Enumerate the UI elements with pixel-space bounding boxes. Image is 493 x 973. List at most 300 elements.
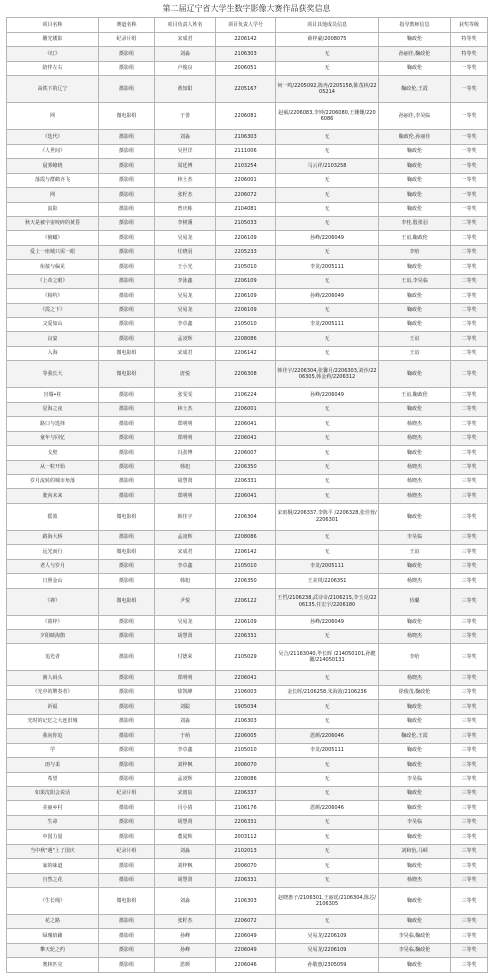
cell-advisor: 鞠政伦 <box>379 786 451 800</box>
cell-track: 摄影组 <box>99 446 155 460</box>
cell-leader-id: 2206007 <box>216 446 276 460</box>
table-row <box>7 644 488 671</box>
cell-leader-id: 2206331 <box>216 630 276 644</box>
cell-advisor: 侍璐 <box>379 588 451 615</box>
cell-leader-id: 2205233 <box>216 245 276 259</box>
cell-other-members: 马云祥/2103258 <box>276 159 379 173</box>
cell-other-members: 恩颜/2206046 <box>276 729 379 743</box>
cell-project-name: 衔接与偏见 <box>7 260 99 274</box>
cell-project-name: 花之路 <box>7 915 99 929</box>
cell-other-members: 金长晖/2106258,朱海波/2106236 <box>276 685 379 699</box>
table-row <box>7 700 488 714</box>
cell-advisor: 鞠政伦 <box>379 958 451 972</box>
cell-leader-name: 孙峰 <box>155 929 216 943</box>
table-row <box>7 402 488 416</box>
cell-leader-id: 2206046 <box>216 958 276 972</box>
cell-advisor: 杨晓杰 <box>379 460 451 474</box>
cell-award-level: 特等奖 <box>451 47 488 61</box>
cell-other-members: 无 <box>276 431 379 445</box>
cell-track: 摄影组 <box>99 685 155 699</box>
cell-award-level: 二等奖 <box>451 231 488 245</box>
cell-project-name: 入海 <box>7 346 99 360</box>
cell-other-members: 无 <box>276 61 379 75</box>
cell-award-level: 三等奖 <box>451 888 488 915</box>
cell-track: 微电影组 <box>99 346 155 360</box>
cell-other-members: 无 <box>276 402 379 416</box>
cell-project-name: 《迭代》 <box>7 130 99 144</box>
cell-leader-id: 1905034 <box>216 700 276 714</box>
table-row <box>7 545 488 559</box>
cell-leader-id: 2206142 <box>216 545 276 559</box>
cell-project-name: 《相约》 <box>7 289 99 303</box>
cell-leader-id: 2106303 <box>216 714 276 728</box>
cell-track: 纪录片组 <box>99 844 155 858</box>
cell-award-level: 三等奖 <box>451 545 488 559</box>
cell-advisor: 李昊临 <box>379 772 451 786</box>
cell-other-members: 无 <box>276 474 379 488</box>
cell-advisor: 鞠政伦 <box>379 402 451 416</box>
cell-advisor: 徐俊茂,鞠政伦 <box>379 685 451 699</box>
cell-project-name: 当中秋"遇"上了国庆 <box>7 844 99 858</box>
cell-award-level: 三等奖 <box>451 786 488 800</box>
cell-leader-id: 2206331 <box>216 873 276 887</box>
cell-track: 摄影组 <box>99 671 155 685</box>
cell-leader-id: 2003112 <box>216 830 276 844</box>
cell-track: 摄影组 <box>99 474 155 488</box>
cell-leader-id: 2206072 <box>216 188 276 202</box>
cell-award-level: 三等奖 <box>451 644 488 671</box>
cell-leader-id: 2206337 <box>216 786 276 800</box>
cell-other-members: 无 <box>276 460 379 474</box>
cell-award-level: 三等奖 <box>451 943 488 957</box>
cell-project-name: 从一粒开始 <box>7 460 99 474</box>
table-row <box>7 289 488 303</box>
cell-leader-name: 韩佳宇 <box>155 503 216 530</box>
cell-leader-name: 胡慧贤 <box>155 815 216 829</box>
cell-project-name: 《红》 <box>7 47 99 61</box>
cell-award-level: 三等奖 <box>451 873 488 887</box>
cell-leader-name: 孟凌辉 <box>155 530 216 544</box>
cell-track: 摄影组 <box>99 700 155 714</box>
cell-advisor: 鞠政伦 <box>379 303 451 317</box>
cell-leader-id: 2006070 <box>216 758 276 772</box>
cell-other-members: 无 <box>276 545 379 559</box>
document-title: 第二届辽宁省大学生数字影像大赛作品获奖信息 <box>162 4 331 13</box>
cell-award-level: 三等奖 <box>451 685 488 699</box>
cell-advisor: 鞠政伦,王霞 <box>379 729 451 743</box>
cell-award-level: 一等奖 <box>451 76 488 103</box>
cell-track: 摄影组 <box>99 758 155 772</box>
cell-other-members: 无 <box>276 830 379 844</box>
cell-leader-id: 2104081 <box>216 202 276 216</box>
cell-project-name: 渔人码头 <box>7 671 99 685</box>
cell-leader-name: 刘梓枫 <box>155 859 216 873</box>
cell-leader-id: 2106176 <box>216 801 276 815</box>
cell-project-name: 远光而行 <box>7 545 99 559</box>
cell-project-name: 等我长大 <box>7 361 99 388</box>
cell-leader-id: 2105010 <box>216 260 276 274</box>
header-leader-name: 项目负责人姓名 <box>155 18 216 33</box>
cell-project-name: 追光者 <box>7 644 99 671</box>
cell-award-level: 三等奖 <box>451 588 488 615</box>
cell-award-level: 三等奖 <box>451 915 488 929</box>
cell-project-name: 童年与回忆 <box>7 431 99 445</box>
cell-advisor: 鞠政伦 <box>379 615 451 629</box>
cell-project-name: 高铁下的辽宁 <box>7 76 99 103</box>
cell-track: 摄影组 <box>99 231 155 245</box>
table-row <box>7 943 488 957</box>
cell-leader-name: 李卓鑫 <box>155 318 216 332</box>
cell-project-name: 祈福 <box>7 700 99 714</box>
cell-other-members: 无 <box>276 417 379 431</box>
cell-award-level: 三等奖 <box>451 729 488 743</box>
cell-other-members: 薛梓豪/2008075 <box>276 33 379 47</box>
cell-advisor: 鞠政伦 <box>379 61 451 75</box>
cell-other-members: 吴易龙/2206109 <box>276 929 379 943</box>
cell-track: 摄影组 <box>99 958 155 972</box>
cell-leader-id: 2102013 <box>216 844 276 858</box>
cell-track: 摄影组 <box>99 815 155 829</box>
cell-leader-id: 2206350 <box>216 460 276 474</box>
table-row <box>7 729 488 743</box>
cell-leader-name: 刘聪 <box>155 700 216 714</box>
cell-other-members: 无 <box>276 700 379 714</box>
cell-award-level: 三等奖 <box>451 830 488 844</box>
cell-other-members: 无 <box>276 915 379 929</box>
cell-award-level: 二等奖 <box>451 361 488 388</box>
cell-other-members: 无 <box>276 630 379 644</box>
table-row <box>7 503 488 530</box>
cell-project-name: 浪影 <box>7 202 99 216</box>
cell-track: 摄影组 <box>99 431 155 445</box>
cell-leader-name: 尹悦 <box>155 588 216 615</box>
cell-other-members: 赵晓惠子/2106301,王丽瑶/2106304,陈芯/2106305 <box>276 888 379 915</box>
cell-leader-id: 2206304 <box>216 503 276 530</box>
cell-leader-id: 2105010 <box>216 743 276 757</box>
cell-track: 微电影组 <box>99 588 155 615</box>
cell-other-members: 无 <box>276 714 379 728</box>
cell-leader-id: 2206350 <box>216 574 276 588</box>
cell-project-name: 良宴 <box>7 332 99 346</box>
cell-leader-name: 刘淼 <box>155 47 216 61</box>
cell-advisor: 杨晓杰 <box>379 489 451 503</box>
cell-advisor: 鞠政伦 <box>379 446 451 460</box>
cell-advisor: 李昊临 <box>379 530 451 544</box>
cell-leader-name: 韩旭 <box>155 574 216 588</box>
table-body <box>7 33 488 973</box>
cell-advisor: 李哈 <box>379 644 451 671</box>
cell-advisor: 鞠政伦 <box>379 801 451 815</box>
cell-track: 摄影组 <box>99 216 155 230</box>
cell-leader-id: 2206109 <box>216 274 276 288</box>
cell-advisor: 王谊,鞠政伦 <box>379 231 451 245</box>
table-row <box>7 303 488 317</box>
cell-award-level: 二等奖 <box>451 245 488 259</box>
table-row <box>7 173 488 187</box>
cell-project-name: 生命 <box>7 815 99 829</box>
cell-award-level: 三等奖 <box>451 615 488 629</box>
cell-other-members: 无 <box>276 332 379 346</box>
table-row <box>7 47 488 61</box>
cell-leader-name: 刘淼 <box>155 714 216 728</box>
cell-other-members: 孙峰/2206049 <box>276 615 379 629</box>
cell-leader-id: 2206001 <box>216 173 276 187</box>
table-row <box>7 260 488 274</box>
table-row <box>7 417 488 431</box>
table-row <box>7 318 488 332</box>
cell-project-name: 中国力量 <box>7 830 99 844</box>
cell-leader-name: 于萌 <box>155 729 216 743</box>
cell-advisor: 王谊,李昊临 <box>379 274 451 288</box>
cell-leader-name: 张籽杰 <box>155 915 216 929</box>
cell-track: 摄影组 <box>99 489 155 503</box>
cell-advisor: 鞠政伦 <box>379 144 451 158</box>
table-row <box>7 61 488 75</box>
cell-leader-name: 徐凯峰 <box>155 685 216 699</box>
cell-leader-name: 于善 <box>155 103 216 130</box>
cell-leader-name: 李泳鑫 <box>155 274 216 288</box>
cell-track: 摄影组 <box>99 630 155 644</box>
cell-other-members: 赵硕/2206083,李钟/2206080,王姗姗/2206086 <box>276 103 379 130</box>
cell-other-members: 无 <box>276 173 379 187</box>
cell-advisor: 鞠政伦 <box>379 188 451 202</box>
cell-award-level: 三等奖 <box>451 700 488 714</box>
cell-leader-name: 吴易龙 <box>155 303 216 317</box>
cell-track: 摄影组 <box>99 144 155 158</box>
table-row <box>7 274 488 288</box>
cell-advisor: 李昊临,鞠政伦 <box>379 943 451 957</box>
table-row <box>7 332 488 346</box>
table-row <box>7 460 488 474</box>
cell-leader-name: 李树溪 <box>155 216 216 230</box>
cell-advisor: 王谊 <box>379 545 451 559</box>
cell-leader-id: 2206142 <box>216 346 276 360</box>
cell-leader-name: 任晓羽 <box>155 245 216 259</box>
cell-track: 摄影组 <box>99 559 155 573</box>
cell-other-members: 无 <box>276 202 379 216</box>
cell-track: 摄影组 <box>99 714 155 728</box>
table-row <box>7 245 488 259</box>
cell-other-members: 李龙/2005111 <box>276 743 379 757</box>
cell-award-level: 二等奖 <box>451 303 488 317</box>
cell-leader-id: 2105033 <box>216 216 276 230</box>
cell-other-members: 无 <box>276 446 379 460</box>
cell-project-name: 日照金山 <box>7 574 99 588</box>
header-leader-id: 项目负责人学号 <box>216 18 276 33</box>
cell-leader-name: 董晁辉 <box>155 830 216 844</box>
table-row <box>7 830 488 844</box>
cell-leader-name: 吴易龙 <box>155 289 216 303</box>
cell-other-members: 无 <box>276 216 379 230</box>
table-row <box>7 888 488 915</box>
cell-track: 摄影组 <box>99 417 155 431</box>
cell-other-members: 无 <box>276 47 379 61</box>
table-row <box>7 103 488 130</box>
cell-advisor: 李昊临,鞠政伦 <box>379 929 451 943</box>
cell-other-members: 恩颜/2206046 <box>276 801 379 815</box>
cell-track: 摄影组 <box>99 318 155 332</box>
cell-advisor: 王谊,鞠政伦 <box>379 388 451 402</box>
cell-other-members: 无 <box>276 274 379 288</box>
cell-leader-id: 2206308 <box>216 361 276 388</box>
cell-other-members: 李龙/2005111 <box>276 260 379 274</box>
cell-leader-name: 孙峰 <box>155 943 216 957</box>
cell-track: 摄影组 <box>99 388 155 402</box>
cell-award-level: 二等奖 <box>451 346 488 360</box>
cell-award-level: 三等奖 <box>451 758 488 772</box>
cell-track: 摄影组 <box>99 830 155 844</box>
table-row <box>7 231 488 245</box>
table-row <box>7 630 488 644</box>
cell-leader-name: 王小光 <box>155 260 216 274</box>
cell-leader-id: 2006051 <box>216 61 276 75</box>
cell-project-name: 《光中的牌奏者》 <box>7 685 99 699</box>
header-other-members: 项目其他成员信息 <box>276 18 379 33</box>
cell-leader-name: 郑明明 <box>155 671 216 685</box>
cell-other-members: 无 <box>276 144 379 158</box>
cell-award-level: 三等奖 <box>451 489 488 503</box>
table-row <box>7 859 488 873</box>
table-row <box>7 714 488 728</box>
cell-award-level: 二等奖 <box>451 388 488 402</box>
table-row <box>7 202 488 216</box>
cell-leader-name: 黄知阳 <box>155 76 216 103</box>
cell-advisor: 刘和怡,马顿 <box>379 844 451 858</box>
cell-leader-name: 胡慧贤 <box>155 474 216 488</box>
cell-track: 摄影组 <box>99 615 155 629</box>
cell-advisor: 孙丽佳,李昊临 <box>379 103 451 130</box>
table-row <box>7 815 488 829</box>
cell-other-members: 吴易龙/2206109 <box>276 943 379 957</box>
cell-leader-id: 2206331 <box>216 815 276 829</box>
cell-leader-name: 李卓鑫 <box>155 743 216 757</box>
cell-track: 微电影组 <box>99 503 155 530</box>
cell-other-members: 孙敬惠/2305059 <box>276 958 379 972</box>
cell-leader-id: 2105010 <box>216 318 276 332</box>
cell-advisor: 鞠政伦 <box>379 202 451 216</box>
cell-leader-name: 恩颜 <box>155 958 216 972</box>
table-row <box>7 489 488 503</box>
cell-leader-name: 唐悦 <box>155 361 216 388</box>
cell-leader-id: 2206072 <box>216 915 276 929</box>
table-row <box>7 801 488 815</box>
cell-award-level: 三等奖 <box>451 574 488 588</box>
cell-track: 摄影组 <box>99 873 155 887</box>
cell-advisor: 鞠政伦 <box>379 173 451 187</box>
cell-other-members: 无 <box>276 815 379 829</box>
cell-project-name: 光时的记忆之大连旧城 <box>7 714 99 728</box>
cell-leader-id: 2206142 <box>216 33 276 47</box>
cell-track: 摄影组 <box>99 47 155 61</box>
cell-advisor: 杨晓杰 <box>379 574 451 588</box>
cell-project-name: 绿瑰焰籁 <box>7 929 99 943</box>
cell-leader-id: 2206041 <box>216 489 276 503</box>
cell-award-level: 一等奖 <box>451 144 488 158</box>
table-row <box>7 188 488 202</box>
cell-track: 摄影组 <box>99 202 155 216</box>
cell-track: 摄影组 <box>99 460 155 474</box>
cell-other-members: 无 <box>276 303 379 317</box>
cell-award-level: 特等奖 <box>451 33 488 47</box>
cell-award-level: 三等奖 <box>451 474 488 488</box>
cell-other-members: 无 <box>276 489 379 503</box>
cell-leader-id: 2206041 <box>216 417 276 431</box>
cell-leader-id: 2206331 <box>216 474 276 488</box>
table-row <box>7 671 488 685</box>
cell-leader-id: 2206122 <box>216 588 276 615</box>
table-row <box>7 743 488 757</box>
cell-leader-name: 郑明明 <box>155 417 216 431</box>
table-row <box>7 361 488 388</box>
table-row <box>7 786 488 800</box>
table-row <box>7 758 488 772</box>
cell-project-name: 自然之花 <box>7 873 99 887</box>
cell-leader-name: 卢俊良 <box>155 61 216 75</box>
cell-leader-id: 2206109 <box>216 231 276 245</box>
cell-award-level: 二等奖 <box>451 216 488 230</box>
cell-track: 摄影组 <box>99 260 155 274</box>
cell-track: 微电影组 <box>99 103 155 130</box>
cell-award-level: 三等奖 <box>451 801 488 815</box>
table-row <box>7 574 488 588</box>
cell-leader-name: 刘淼 <box>155 888 216 915</box>
table-row <box>7 958 488 972</box>
cell-award-level: 三等奖 <box>451 859 488 873</box>
cell-advisor: 杨晓杰 <box>379 431 451 445</box>
cell-advisor: 李哈 <box>379 245 451 259</box>
cell-project-name: 学 <box>7 743 99 757</box>
cell-advisor: 杨晓杰 <box>379 671 451 685</box>
cell-other-members: 无 <box>276 671 379 685</box>
cell-track: 摄影组 <box>99 772 155 786</box>
cell-leader-id: 2006070 <box>216 859 276 873</box>
header-track: 赛道名称 <box>99 18 155 33</box>
cell-advisor: 鞠政伦 <box>379 503 451 530</box>
cell-other-members: 无 <box>276 786 379 800</box>
cell-advisor: 杨晓杰 <box>379 630 451 644</box>
cell-project-name: 《人世间》 <box>7 144 99 158</box>
cell-track: 摄影组 <box>99 159 155 173</box>
cell-advisor: 鞠政伦 <box>379 830 451 844</box>
cell-award-level: 三等奖 <box>451 714 488 728</box>
cell-advisor: 王谊 <box>379 346 451 360</box>
cell-award-level: 三等奖 <box>451 530 488 544</box>
cell-leader-name: 刘淼 <box>155 130 216 144</box>
cell-award-level: 二等奖 <box>451 417 488 431</box>
cell-track: 摄影组 <box>99 574 155 588</box>
cell-advisor: 鞠政伦 <box>379 743 451 757</box>
cell-track: 摄影组 <box>99 332 155 346</box>
cell-project-name: 老人与岁月 <box>7 559 99 573</box>
cell-leader-id: 2208086 <box>216 772 276 786</box>
cell-advisor: 鞠政伦 <box>379 700 451 714</box>
table-row <box>7 474 488 488</box>
cell-award-level: 三等奖 <box>451 815 488 829</box>
cell-advisor: 李昊临 <box>379 815 451 829</box>
cell-leader-id: 2206041 <box>216 431 276 445</box>
cell-award-level: 三等奖 <box>451 743 488 757</box>
cell-leader-id: 2206049 <box>216 929 276 943</box>
cell-advisor: 王谊 <box>379 332 451 346</box>
cell-track: 摄影组 <box>99 943 155 957</box>
cell-advisor: 孙丽佳,鞠政伦 <box>379 47 451 61</box>
table-row <box>7 346 488 360</box>
cell-award-level: 一等奖 <box>451 202 488 216</box>
cell-award-level: 一等奖 <box>451 188 488 202</box>
table-row <box>7 431 488 445</box>
cell-leader-name: 吴易龙 <box>155 231 216 245</box>
table-row <box>7 33 488 47</box>
